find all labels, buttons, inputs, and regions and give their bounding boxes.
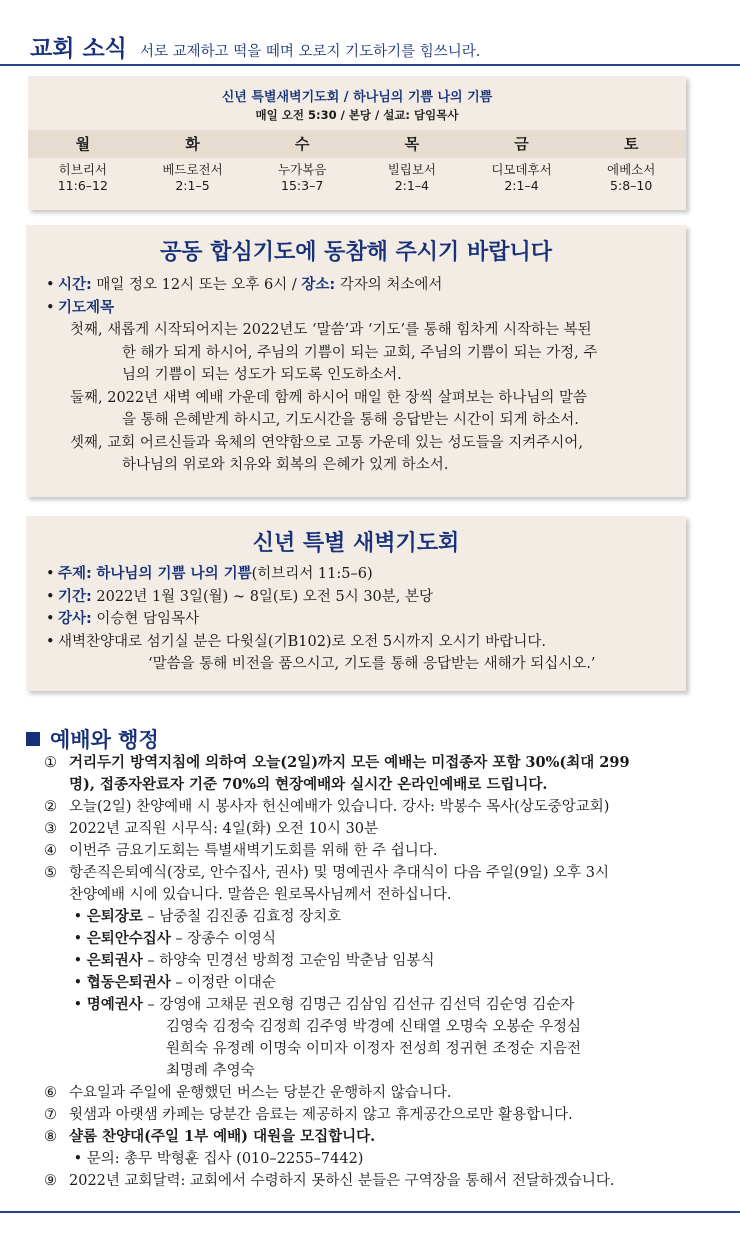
prayer-title: 공동 합심기도에 동참해 주시기 바랍니다: [160, 240, 552, 265]
reading-verse: 2:1–5: [175, 178, 210, 193]
retiree-elder: • 은퇴장로 – 남중칠 김진종 김효정 장치호: [69, 908, 342, 925]
reading-wed: [247, 162, 357, 194]
reading-fri: [467, 162, 577, 194]
place-value: 각자의 처소에서: [339, 277, 443, 293]
worship-heading-text: 예배와 행정: [50, 728, 159, 752]
worship-item-9: [44, 1170, 704, 1192]
schedule-days-row: [28, 130, 686, 158]
reading-book: 히브리서: [58, 162, 107, 177]
period-value: 2022년 1월 3일(월) ~ 8일(토) 오전 5시 30분, 본당: [96, 588, 434, 605]
reading-book: 누가복음: [278, 162, 327, 177]
item-line: 이번주 금요기도회는 특별새벽기도회를 위해 한 주 쉽니다.: [69, 843, 438, 859]
retiree-role: 은퇴권사: [86, 952, 143, 969]
reading-verse: 2:1–4: [394, 178, 430, 193]
prayer-topics-line: • 기도제목: [26, 297, 686, 320]
item-line: 오늘(2일) 찬양예배 시 봉사자 헌신예배가 있습니다. 강사: 박봉수 목사(상도중앙교회): [69, 799, 610, 815]
page-title: 교회 소식: [30, 36, 127, 62]
speaker-label: 강사:: [58, 611, 92, 627]
retiree-role: 협동은퇴권사: [86, 974, 171, 991]
retiree-kwonsa: • 은퇴권사 – 하양숙 민경선 방희정 고순임 박춘남 임봉식: [69, 952, 435, 969]
retiree-names: 이정란 이대순: [187, 975, 276, 991]
theme-value: 하나님의 기쁨 나의 기쁨: [96, 566, 252, 582]
prayer-box: [26, 225, 686, 497]
retiree-names: 장종수 이영식: [187, 931, 276, 947]
item-number: ⑦: [44, 1107, 57, 1123]
worship-heading: [26, 724, 159, 754]
item-number: ⑧: [44, 1129, 57, 1145]
time-label: 시간:: [58, 277, 92, 293]
reading-verse: 2:1–4: [504, 178, 539, 193]
topic-2-line-1: 둘째, 2022년 새벽 예배 가운데 함께 하시어 매일 한 장씩 살펴보는 하나님의 말씀: [70, 389, 588, 406]
retiree-role: 은퇴안수집사: [86, 930, 171, 947]
item-number: ⑨: [44, 1173, 57, 1189]
retiree-names: 하양숙 민경선 방희정 고순임 박춘남 임봉식: [159, 953, 435, 969]
worship-item-8: [44, 1126, 704, 1148]
item-line: 윗샘과 아랫샘 카페는 당분간 음료는 제공하지 않고 휴게공간으로만 활용합니다.: [69, 1107, 573, 1123]
topic-3-line-1: 셋째, 교회 어르신들과 육체의 연약함으로 고통 가운데 있는 성도들을 지켜주시어,: [70, 434, 583, 451]
item-line: 명), 접종자완료자 기준 70%의 현장예배와 실시간 온라인예배로 드립니다.: [69, 776, 548, 793]
topic-1-line-2: 한 해가 되게 하시어, 주님의 기쁨이 되는 교회, 주님의 기쁨이 되는 가정, 주: [122, 344, 598, 361]
topic-1-line-3: 님의 기쁨이 되는 성도가 되도록 인도하소서.: [122, 367, 402, 383]
item-number: ①: [44, 755, 57, 771]
worship-item-4: [44, 840, 704, 862]
theme-label: 주제:: [58, 566, 92, 582]
choir-contact: • 문의: 총무 박형훈 집사 (010–2255–7442): [69, 1151, 364, 1167]
period-label: 기간:: [58, 588, 92, 605]
worship-item-1: [44, 752, 704, 796]
dawn-note-line: • 새벽찬양대로 섬기실 분은 다윗실(기B102)로 오전 5시까지 오시기 바랍니다.: [26, 631, 686, 654]
time-value: 매일 정오 12시 또는 오후 6시 /: [96, 277, 302, 293]
dawn-note: 새벽찬양대로 섬기실 분은 다윗실(기B102)로 오전 5시까지 오시기 바랍니다.: [58, 633, 546, 650]
item-line: 찬양예배 시에 있습니다. 말씀은 원로목사님께서 전하십니다.: [69, 887, 452, 903]
theme-ref: (히브리서 11:5–6): [251, 566, 373, 582]
reading-verse: 11:6–12: [57, 178, 108, 193]
day-mon: 월: [75, 135, 91, 153]
reading-book: 디모데후서: [491, 162, 552, 177]
item-line: 2022년 교직원 시무식: 4일(화) 오전 10시 30분: [69, 821, 378, 837]
item-number: ③: [44, 821, 57, 837]
footer-divider: [0, 1211, 740, 1213]
dawn-prayer-box: [26, 516, 686, 691]
topic-1-line-1: 첫째, 새롭게 시작되어지는 2022년도 ‘말씀’과 ‘기도’를 통해 힘차게 시작하는 복된: [70, 322, 592, 338]
reading-book: 에베소서: [607, 162, 656, 177]
retiree-deacon: • 은퇴안수집사 – 장종수 이영식: [69, 930, 276, 947]
item-number: ④: [44, 843, 57, 859]
contact-text: 문의: 총무 박형훈 집사 (010–2255–7442): [86, 1151, 364, 1167]
prayer-topic-1: [26, 319, 686, 387]
item-line: 항존직은퇴예식(장로, 안수집사, 권사) 및 명예권사 추대식이 다음 주일(9일) 오후 3시: [69, 865, 610, 881]
schedule-meta: 매일 오전 5:30 / 본당 / 설교: 담임목사: [255, 108, 459, 122]
dawn-speaker-line: • 강사: 이승현 담임목사: [46, 611, 200, 627]
topics-label: 기도제목: [58, 299, 115, 316]
item-number: ②: [44, 799, 57, 815]
worship-item-6: [44, 1082, 704, 1104]
page-subtitle: 서로 교제하고 떡을 떼며 오로지 기도하기를 힘쓰니라.: [139, 44, 481, 60]
topic-3-line-2: 하나님의 위로와 치유와 회복의 은혜가 있게 하소서.: [122, 457, 449, 473]
reading-sat: [576, 162, 686, 194]
prayer-topic-2: [26, 387, 686, 432]
dawn-period-line: • 기간: 2022년 1월 3일(월) ~ 8일(토) 오전 5시 30분, 본당: [46, 588, 434, 605]
retiree-names: 남중칠 김진종 김효정 장치호: [159, 909, 342, 925]
day-thu: 목: [404, 135, 420, 153]
item-number: ⑥: [44, 1085, 57, 1101]
worship-item-2: [44, 796, 704, 818]
place-label: 장소:: [301, 277, 336, 293]
square-bullet-icon: [26, 732, 40, 746]
reading-book: 빌립보서: [387, 162, 436, 177]
reading-verse: 15:3–7: [281, 178, 324, 193]
schedule-title: 신년 특별새벽기도회 / 하나님의 기쁨 나의 기쁨: [221, 90, 493, 105]
reading-mon: [28, 162, 138, 194]
reading-thu: [357, 162, 467, 194]
honorary-names-line: 최명례 추영숙: [166, 1063, 255, 1079]
header: [30, 30, 738, 63]
reading-tue: [138, 162, 248, 194]
reading-book: 베드로전서: [162, 162, 223, 177]
header-divider: [0, 64, 740, 66]
honorary-names-line: 김영숙 김정숙 김정희 김주영 박경예 신태열 오명숙 오봉순 우정심: [166, 1019, 582, 1035]
item-line: 거리두기 방역지침에 의하여 오늘(2일)까지 모든 예배는 미접종자 포함 30%(최대 299: [69, 754, 630, 771]
reading-verse: 5:8–10: [610, 178, 653, 193]
schedule-readings-row: [28, 162, 686, 194]
item-number: ⑤: [44, 865, 57, 881]
item-line: 샬롬 찬양대(주일 1부 예배) 대원을 모집합니다.: [69, 1128, 376, 1145]
dawn-theme-line: • 주제: 하나님의 기쁨 나의 기쁨(히브리서 11:5–6): [46, 566, 373, 582]
day-wed: 수: [294, 135, 310, 153]
honorary-names-line: 강영애 고채문 권오형 김명근 김삼임 김선규 김선덕 김순영 김순자: [159, 997, 575, 1013]
honorary-kwonsa: • 명예권사 – 강영애 고채문 권오형 김명근 김삼임 김선규 김선덕 김순영 김순자 김영숙 김정숙 김정희 김주영 박경예 신태열 오명숙 오봉순 우정심 원희숙 유정례 이명숙 이미자 이정자 전성희 정귀현 조정순 지음전 최명례 추영숙: [44, 994, 704, 1082]
worship-items: [44, 752, 704, 1192]
prayer-time-line: • 시간: 매일 정오 12시 또는 오후 6시 / 장소: 각자의 처소에서: [46, 277, 443, 293]
prayer-topic-3: [26, 432, 686, 477]
day-tue: 화: [185, 135, 200, 153]
retiree-coop-kwonsa: • 협동은퇴권사 – 이정란 이대순: [69, 974, 276, 991]
day-fri: 금: [514, 135, 529, 153]
worship-item-5: [44, 862, 704, 906]
dawn-quote: ‘말씀을 통해 비전을 품으시고, 기도를 통해 응답받는 새해가 되십시오.’: [148, 656, 596, 672]
schedule-box: [28, 76, 686, 210]
worship-item-3: [44, 818, 704, 840]
honorary-role: 명예권사: [86, 996, 143, 1013]
worship-item-7: [44, 1104, 704, 1126]
item-line: 수요일과 주일에 운행했던 버스는 당분간 운행하지 않습니다.: [69, 1085, 452, 1101]
retiree-role: 은퇴장로: [86, 908, 143, 925]
topic-2-line-2: 을 통해 은혜받게 하시고, 기도시간을 통해 응답받는 시간이 되게 하소서.: [122, 412, 579, 428]
speaker-value: 이승현 담임목사: [96, 611, 200, 627]
honorary-names-line: 원희숙 유정례 이명숙 이미자 이정자 전성희 정귀현 조정순 지음전: [166, 1041, 582, 1057]
dawn-title: 신년 특별 새벽기도회: [252, 531, 460, 556]
item-line: 2022년 교회달력: 교회에서 수령하지 못하신 분들은 구역장을 통해서 전달하겠습니다.: [69, 1173, 615, 1189]
day-sat: 토: [623, 135, 639, 153]
